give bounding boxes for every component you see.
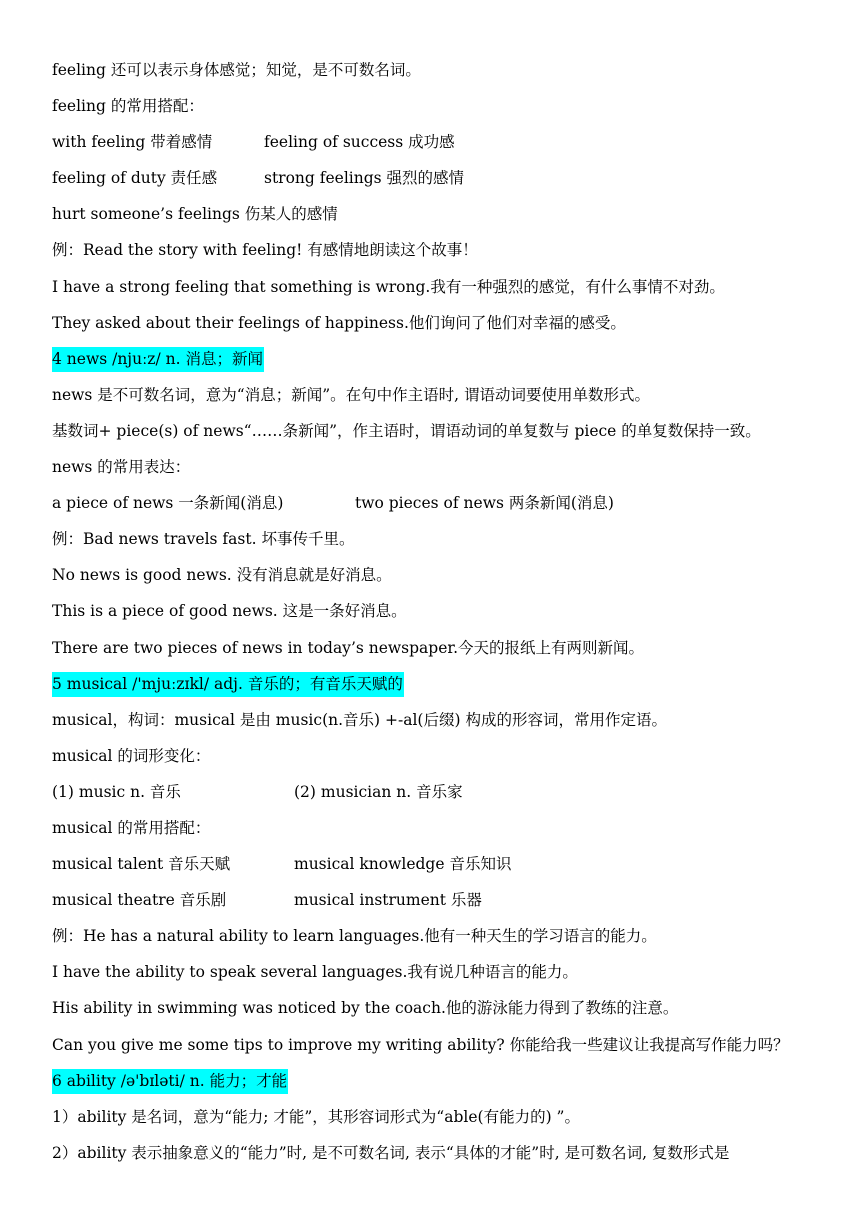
text-line xyxy=(52,593,832,629)
line-text: (1) music n. 音乐 xyxy=(52,782,181,801)
text-line xyxy=(52,774,832,810)
heading-text: 5 musical /'mjuːzɪkl/ adj. 音乐的；有音乐天赋的 xyxy=(52,672,404,697)
line-text: 1）ability 是名词，意为“能力; 才能”，其形容词形式为“able(有能力的) ”。 xyxy=(52,1107,580,1126)
text-line xyxy=(52,485,832,521)
line-text: feeling of duty 责任感 xyxy=(52,169,218,188)
text-line xyxy=(52,882,832,918)
text-line xyxy=(52,88,832,124)
text-line xyxy=(52,377,832,413)
line-text: musical 的词形变化： xyxy=(52,746,211,765)
line-text-second-column: feeling of success 成功感 xyxy=(264,133,455,152)
line-text: news 的常用表达： xyxy=(52,458,191,477)
text-line xyxy=(52,954,832,990)
line-text: news 是不可数名词，意为“消息；新闻”。在句中作主语时, 谓语动词要使用单数形式。 xyxy=(52,385,651,404)
line-text: with feeling 带着感情 xyxy=(52,133,213,152)
line-text-second-column: (2) musician n. 音乐家 xyxy=(294,782,463,801)
line-text: Can you give me some tips to improve my writing ability? 你能给我一些建议让我提高写作能力吗？ xyxy=(52,1035,789,1054)
line-text: musical，构词：musical 是由 music(n.音乐) +-al(后缀) 构成的形容词，常用作定语。 xyxy=(52,710,667,729)
text-line xyxy=(52,196,832,232)
line-text-second-column: musical instrument 乐器 xyxy=(294,891,482,910)
text-line xyxy=(52,810,832,846)
text-line xyxy=(52,990,832,1026)
text-line xyxy=(52,160,832,196)
text-line xyxy=(52,1135,832,1171)
line-text-second-column: strong feelings 强烈的感情 xyxy=(264,169,465,188)
text-line xyxy=(52,1099,832,1135)
line-text: musical theatre 音乐剧 xyxy=(52,891,227,910)
text-line xyxy=(52,232,832,268)
line-text: They asked about their feelings of happiness.他们询问了他们对幸福的感受。 xyxy=(52,313,626,332)
line-text: hurt someone’s feelings 伤某人的感情 xyxy=(52,205,338,224)
line-text: His ability in swimming was noticed by the coach.他的游泳能力得到了教练的注意。 xyxy=(52,999,679,1018)
line-text: 例：Bad news travels fast. 坏事传千里。 xyxy=(52,530,355,549)
text-line xyxy=(52,846,832,882)
heading-text: 4 news /njuːz/ n. 消息；新闻 xyxy=(52,347,264,372)
text-line xyxy=(52,702,832,738)
line-text: 例：He has a natural ability to learn languages.他有一种天生的学习语言的能力。 xyxy=(52,927,657,946)
line-text: feeling 还可以表示身体感觉；知觉，是不可数名词。 xyxy=(52,61,421,79)
line-text-second-column: two pieces of news 两条新闻(消息) xyxy=(355,494,614,513)
line-text: No news is good news. 没有消息就是好消息。 xyxy=(52,566,392,585)
text-line xyxy=(52,124,832,160)
text-line xyxy=(52,305,832,341)
text-line xyxy=(52,269,832,305)
line-text: musical talent 音乐天赋 xyxy=(52,855,231,874)
text-line xyxy=(52,52,832,88)
section-heading xyxy=(52,341,832,377)
line-text: There are two pieces of news in today’s newspaper.今天的报纸上有两则新闻。 xyxy=(52,638,645,657)
text-line xyxy=(52,557,832,593)
line-text: 例：Read the story with feeling! 有感情地朗读这个故事！ xyxy=(52,241,478,260)
text-line xyxy=(52,630,832,666)
text-line xyxy=(52,413,832,449)
line-text: 2）ability 表示抽象意义的“能力”时, 是不可数名词, 表示“具体的才能”时, 是可数名词, 复数形式是 xyxy=(52,1143,730,1162)
line-text: a piece of news 一条新闻(消息) xyxy=(52,494,284,513)
line-text: 基数词+ piece(s) of news“……条新闻”，作主语时，谓语动词的单复数与 piece 的单复数保持一致。 xyxy=(52,421,761,440)
text-line xyxy=(52,738,832,774)
text-line xyxy=(52,449,832,485)
line-text-second-column: musical knowledge 音乐知识 xyxy=(294,855,512,874)
line-text: I have the ability to speak several languages.我有说几种语言的能力。 xyxy=(52,963,578,982)
text-line xyxy=(52,918,832,954)
document-body xyxy=(52,52,832,1171)
line-text: feeling 的常用搭配： xyxy=(52,97,204,116)
line-text: I have a strong feeling that something is wrong.我有一种强烈的感觉，有什么事情不对劲。 xyxy=(52,277,725,296)
line-text: This is a piece of good news. 这是一条好消息。 xyxy=(52,602,407,621)
heading-text: 6 ability /ə'bɪləti/ n. 能力；才能 xyxy=(52,1069,288,1094)
text-line xyxy=(52,521,832,557)
section-heading xyxy=(52,1063,832,1099)
text-line xyxy=(52,1027,832,1063)
section-heading xyxy=(52,666,832,702)
line-text: musical 的常用搭配： xyxy=(52,818,211,837)
